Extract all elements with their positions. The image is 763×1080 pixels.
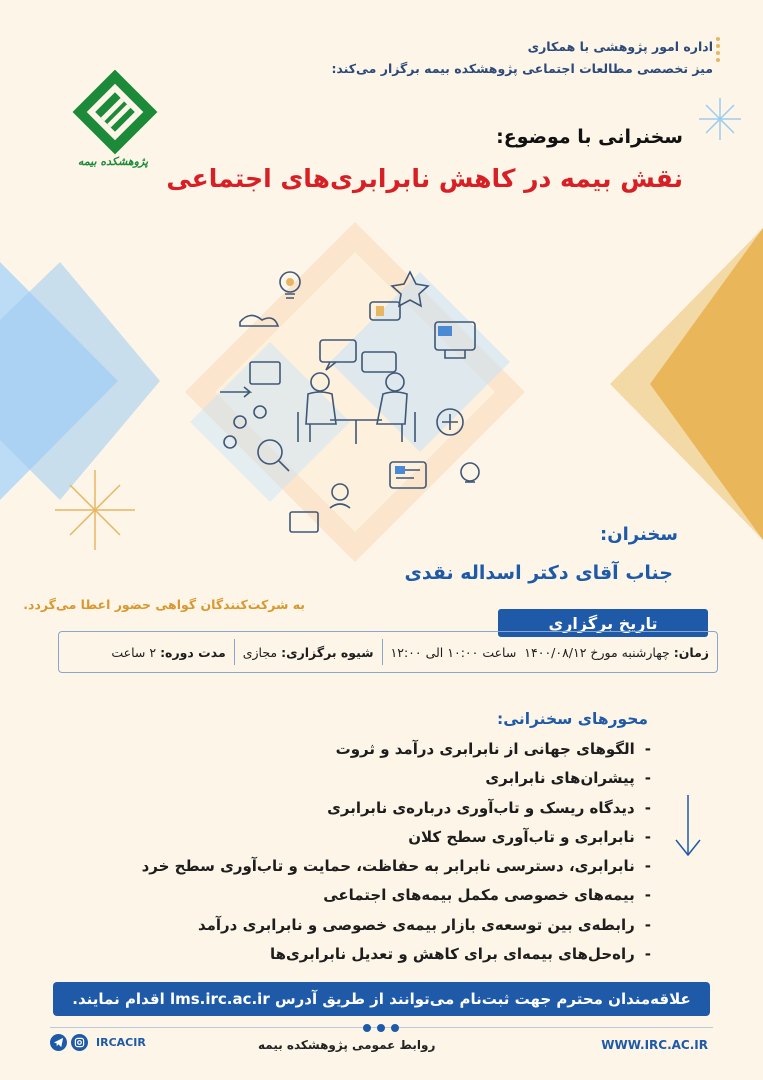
footer-dots: [360, 1024, 402, 1032]
organizer-line-1: اداره امور پژوهشی با همکاری: [527, 39, 713, 54]
date-label: زمان:: [673, 644, 709, 660]
speaker-name: جناب آقای دکتر اسداله نقدی: [404, 562, 673, 584]
list-item: -بیمه‌های خصوصی مکمل بیمه‌های اجتماعی: [323, 886, 651, 905]
list-item: -نابرابری و تاب‌آوری سطح کلان: [408, 827, 651, 846]
certificate-note: به شرکت‌کنندگان گواهی حضور اعطا می‌گردد.: [23, 597, 305, 612]
logo-caption: پژوهشکده بیمه: [77, 155, 149, 168]
duration-label: مدت دوره:: [160, 644, 226, 660]
list-item: -رابطه‌ی بین توسعه‌ی بازار بیمه‌ی خصوصی و نابرابری درآمد: [197, 915, 651, 934]
instagram-icon[interactable]: [71, 1034, 88, 1051]
mode-label: شیوه برگزاری:: [281, 644, 374, 660]
social-handle: IRCACIR: [96, 1036, 146, 1049]
topics-title: محورهای سخنرانی:: [497, 710, 648, 728]
organizer-line-2: میز تخصصی مطالعات اجتماعی پژوهشکده بیمه برگزار می‌کند:: [331, 61, 713, 76]
social-links: [50, 1034, 146, 1051]
topics-list: [91, 735, 651, 969]
organizer-text: [293, 36, 713, 80]
list-item: -الگوهای جهانی از نابرابری درآمد و ثروت: [335, 740, 651, 758]
schedule-mode: [235, 639, 383, 665]
list-item: -دیدگاه ریسک و تاب‌آوری درباره‌ی نابرابری: [327, 798, 651, 817]
collaboration-illustration: [180, 212, 530, 572]
talk-intro: سخنرانی با موضوع:: [496, 126, 683, 148]
right-gold-diamond: [650, 228, 763, 540]
org-bullet-dots: [713, 34, 723, 65]
date-value: چهارشنبه مورخ ۱۴۰۰/۰۸/۱۲: [524, 644, 670, 660]
arrow-down-icon: [676, 795, 700, 855]
schedule-box: [58, 631, 718, 673]
registration-banner[interactable]: علاقه‌مندان محترم جهت ثبت‌نام می‌توانند از طریق آدرس lms.irc.ac.ir اقدام نمایند.: [53, 982, 710, 1016]
time-value: ساعت ۱۰:۰۰ الی ۱۲:۰۰: [390, 644, 517, 660]
mode-value: مجازی: [242, 644, 278, 660]
list-item: -پیشران‌های نابرابری: [485, 769, 651, 788]
list-item: -نابرابری، دسترسی نابرابر به حفاظت، حمایت و تاب‌آوری سطح خرد: [141, 857, 651, 876]
telegram-icon[interactable]: [50, 1034, 67, 1051]
public-relations-label: روابط عمومی پژوهشکده بیمه: [258, 1038, 436, 1052]
talk-title: نقش بیمه در کاهش نابرابری‌های اجتماعی: [166, 164, 683, 193]
list-item: -راه‌حل‌های بیمه‌ای برای کاهش و تعدیل نابرابری‌ها: [269, 945, 651, 964]
schedule-duration: [103, 639, 234, 665]
speaker-label: سخنران:: [600, 524, 678, 545]
duration-value: ۲ ساعت: [111, 644, 157, 660]
schedule-date: [383, 639, 717, 665]
website-link[interactable]: WWW.IRC.AC.IR: [601, 1038, 708, 1052]
sparkle-top-right: [699, 98, 741, 140]
schedule-tab: تاریخ برگزاری: [498, 609, 708, 637]
